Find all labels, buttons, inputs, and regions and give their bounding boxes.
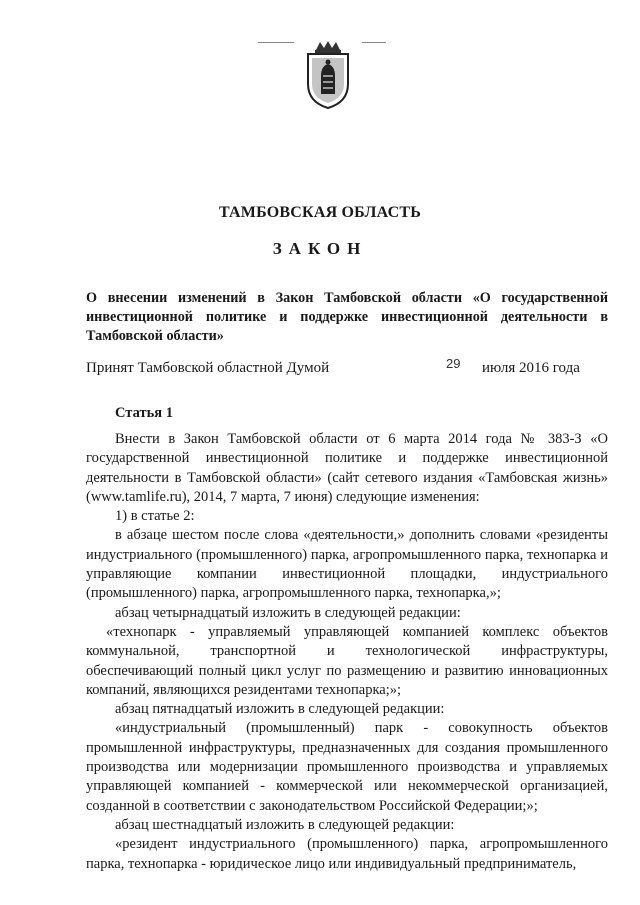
paragraph-intro: Внести в Закон Тамбовской области от 6 марта 2014 года № 383-З «О государственной инвестиционной политике и поддержке инвестиционной деятельности в Тамбовской области» (сайт сетевого издания «Тамбовская жизнь» (www.tamlife.ru), 2014, 7 марта, 7 июня) следующие изменения: bbox=[86, 431, 608, 505]
document-type: ЗАКОН bbox=[272, 239, 368, 258]
paragraph-item-1: 1) в статье 2: bbox=[115, 508, 195, 525]
top-rule-left bbox=[258, 42, 294, 43]
paragraph-abzac-14: абзац четырнадцатый изложить в следующей редакции: bbox=[115, 604, 461, 621]
article-title: Статья 1 bbox=[115, 405, 173, 421]
adopted-date: июля 2016 года bbox=[482, 360, 580, 376]
paragraph-abzac-16: абзац шестнадцатый изложить в следующей редакции: bbox=[115, 816, 455, 833]
paragraph-industrial-park: «индустриальный (промышленный) парк - совокупность объектов промышленной инфраструктуры, предназначенных для создания промышленного производства или модернизации промышленного производства и управляемых управляющей компанией - коммерческой или некоммерческой организацией, созданной в соответствии с законодательством Российской Федерации;»; bbox=[86, 720, 608, 814]
adopted-by: Принят Тамбовской областной Думой bbox=[86, 360, 330, 376]
paragraph-amendment-6: в абзаце шестом после слова «деятельности,» дополнить словами «резиденты индустриального (промышленного) парка, агропромышленного парка, технопарка и управляющие компании инвестиционной площадки, индустриального (промышленного) парка, агропромышленного парка, технопарка,»; bbox=[86, 527, 608, 602]
paragraph-resident: «резидент индустриального (промышленного) парка, агропромышленного парка, технопарка - юридическое лицо или индивидуальный предприниматель, bbox=[86, 836, 608, 872]
article-body bbox=[86, 430, 608, 874]
top-rule-right bbox=[362, 42, 386, 43]
region-title: ТАМБОВСКАЯ ОБЛАСТЬ bbox=[218, 204, 422, 221]
paragraph-abzac-15: абзац пятнадцатый изложить в следующей редакции: bbox=[115, 701, 445, 718]
coat-of-arms-icon bbox=[302, 40, 354, 110]
adopted-day: 29 bbox=[446, 356, 461, 371]
law-subject: О внесении изменений в Закон Тамбовской области «О государственной инвестиционной политике и поддержке инвестиционной деятельности в Тамбовской области» bbox=[86, 290, 608, 344]
paragraph-technopark: «технопарк - управляемый управляющей компанией комплекс объектов коммунальной, транспортной и технологической инфраструктуры, обеспечивающий полный цикл услуг по размещению и развитию инновационных компаний, являющихся резидентами технопарка;»; bbox=[86, 623, 608, 698]
